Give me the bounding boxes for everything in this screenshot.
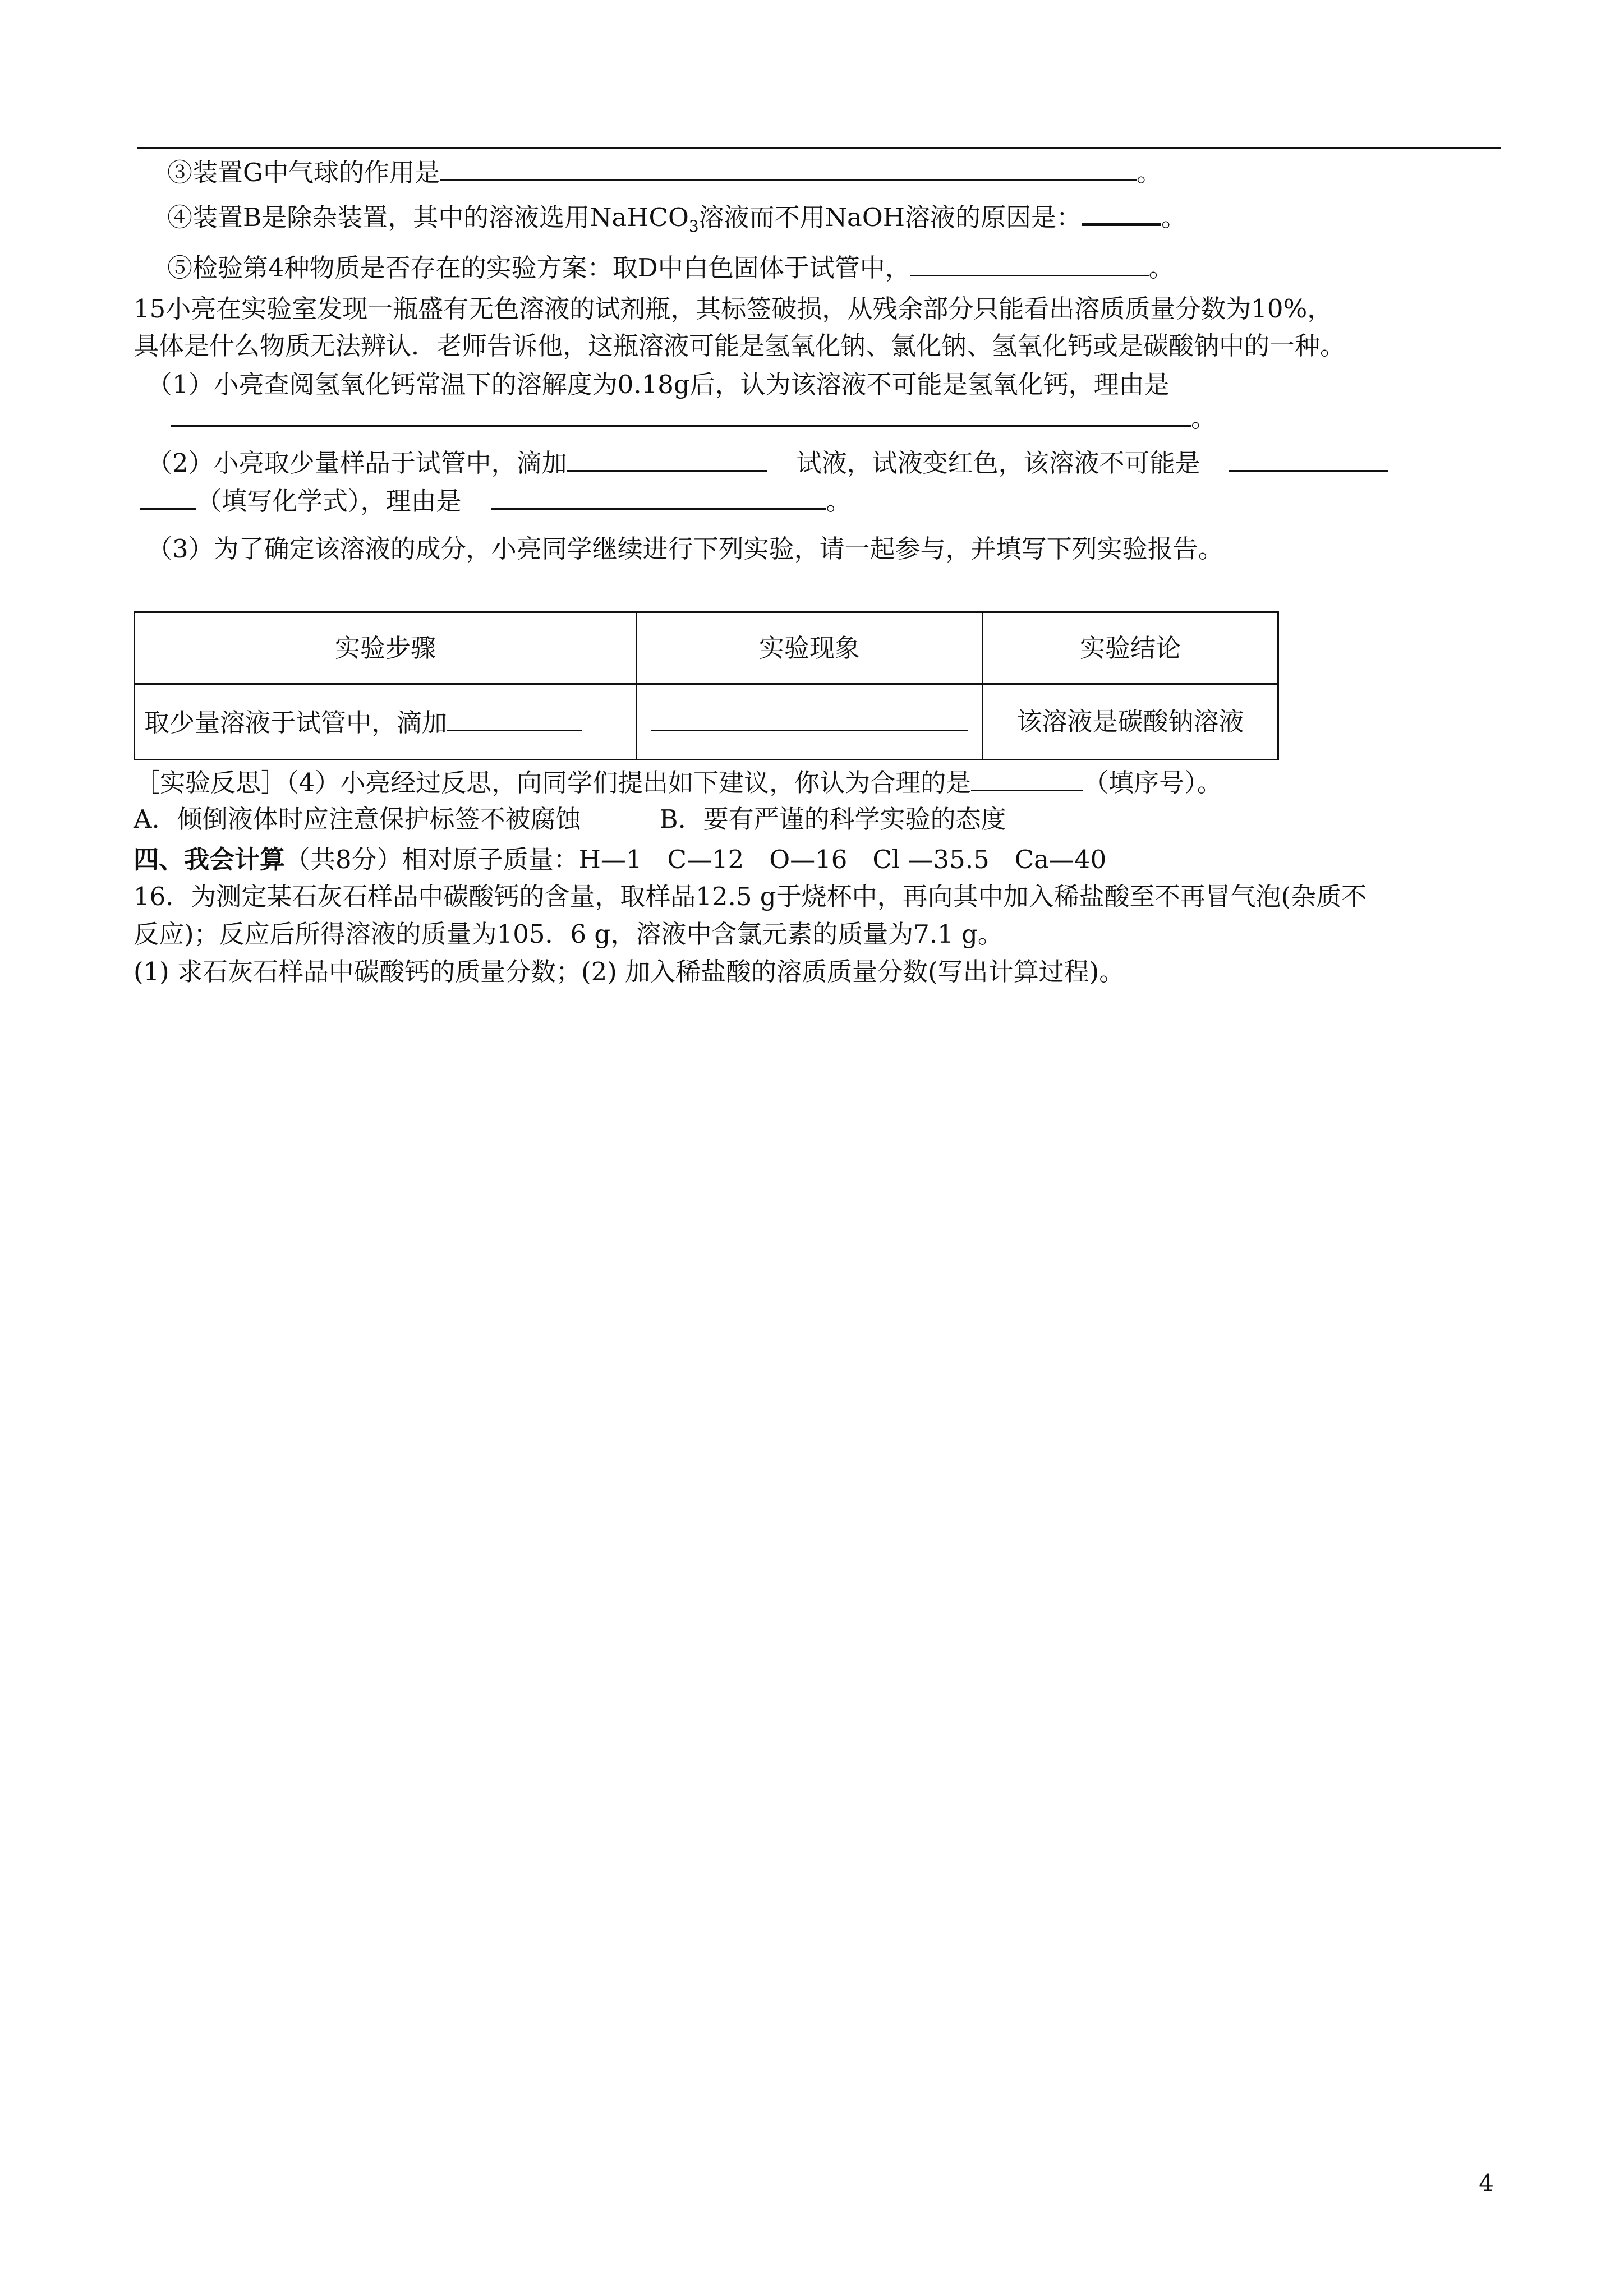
header-rule (137, 147, 1501, 149)
section4-header (134, 841, 1106, 878)
q15-part3: （3）为了确定该溶液的成分，小亮同学继续进行下列实验，请一起参与，并填写下列实验报告。 (147, 534, 1223, 564)
q15-part1-end: 。 (1191, 403, 1217, 433)
page-number: 4 (1479, 2169, 1494, 2197)
q14-item3-text: ③装置G中气球的作用是 (167, 158, 440, 187)
q16-line2: 反应)；反应后所得溶液的质量为105．6 g，溶液中含氯元素的质量为7.1 g。 (134, 919, 1003, 949)
q15-part2-b: 试液，试液变红色，该溶液不可能是 (796, 448, 1200, 478)
cell-steps (135, 684, 637, 760)
option-a: A．倾倒液体时应注意保护标签不被腐蚀 (134, 804, 581, 834)
cell-conclusion: 该溶液是碳酸钠溶液 (983, 684, 1278, 760)
q15-part1: （1）小亮查阅氢氧化钙常温下的溶解度为0.18g后，认为该溶液不可能是氢氧化钙，理由是 (147, 370, 1170, 399)
q14-item4-post: 溶液而不用NaOH溶液的原因是： (698, 202, 1082, 232)
cell-steps-text: 取少量溶液于试管中，滴加 (144, 707, 448, 737)
q15-line1: 15小亮在实验室发现一瓶盛有无色溶液的试剂瓶，其标签破损，从残余部分只能看出溶质质量分数为10%， (134, 294, 1333, 324)
q15-part2 (147, 443, 1388, 482)
answer-blank[interactable] (140, 481, 196, 510)
q15-reflection-end: （填序号）。 (1083, 768, 1222, 797)
q16-line1: 16．为测定某石灰石样品中碳酸钙的含量，取样品12.5 g于烧杯中，再向其中加入稀盐酸至不再冒气泡(杂质不 (134, 882, 1367, 911)
experiment-report-table (134, 611, 1279, 760)
q16-line3: (1) 求石灰石样品中碳酸钙的质量分数；(2) 加入稀盐酸的溶质质量分数(写出计算过程)。 (134, 957, 1125, 986)
answer-blank[interactable] (440, 153, 1137, 181)
q14-item4-pre: ④装置B是除杂装置，其中的溶液选用NaHCO (167, 202, 689, 232)
header-conclusion: 实验结论 (983, 612, 1278, 684)
q15-part2-end: 。 (826, 486, 852, 516)
q15-line2: 具体是什么物质无法辨认．老师告诉他，这瓶溶液可能是氢氧化钠、氯化钠、氢氧化钙或是碳酸钠中的一种。 (134, 331, 1346, 361)
cell-phenomena (637, 684, 983, 760)
q14-item4 (167, 196, 1186, 236)
answer-blank[interactable] (171, 398, 1191, 427)
answer-blank[interactable] (910, 248, 1149, 276)
answer-blank[interactable] (567, 443, 767, 472)
q15-part2-c: （填写化学式），理由是 (196, 486, 462, 516)
header-phenomena: 实验现象 (637, 612, 983, 684)
header-steps: 实验步骤 (135, 612, 637, 684)
answer-blank[interactable] (1229, 443, 1388, 472)
q14-item4-end: 。 (1161, 202, 1187, 232)
atomic-masses: 相对原子质量：H—1 C—12 O—16 Cl —35.5 Ca—40 (402, 845, 1107, 874)
q14-item3 (167, 153, 1162, 191)
q14-item5-end: 。 (1148, 253, 1174, 283)
q14-item3-end: 。 (1136, 158, 1162, 187)
answer-blank[interactable] (971, 763, 1083, 791)
q14-item4-sub: 3 (688, 217, 699, 236)
section4-score: （共8分） (285, 845, 402, 874)
q15-part2-cont (140, 481, 852, 520)
table-row (135, 684, 1278, 760)
answer-blank[interactable] (491, 481, 826, 510)
answer-blank[interactable] (1082, 196, 1161, 226)
q15-part1-answer (171, 398, 1216, 437)
q15-reflection-text: ［实验反思］（4）小亮经过反思，向同学们提出如下建议，你认为合理的是 (135, 768, 972, 797)
q14-item5 (167, 248, 1174, 287)
q15-part2-a: （2）小亮取少量样品于试管中，滴加 (147, 448, 567, 478)
section4-title: 四、我会计算 (134, 845, 286, 874)
q15-reflection (135, 763, 1222, 801)
answer-blank[interactable] (651, 703, 968, 731)
answer-blank[interactable] (447, 703, 582, 731)
table-header-row (135, 612, 1278, 684)
q15-options (134, 801, 1006, 838)
option-b: B．要有严谨的科学实验的态度 (659, 804, 1006, 834)
q14-item5-text: ⑤检验第4种物质是否存在的实验方案：取D中白色固体于试管中， (167, 253, 910, 283)
